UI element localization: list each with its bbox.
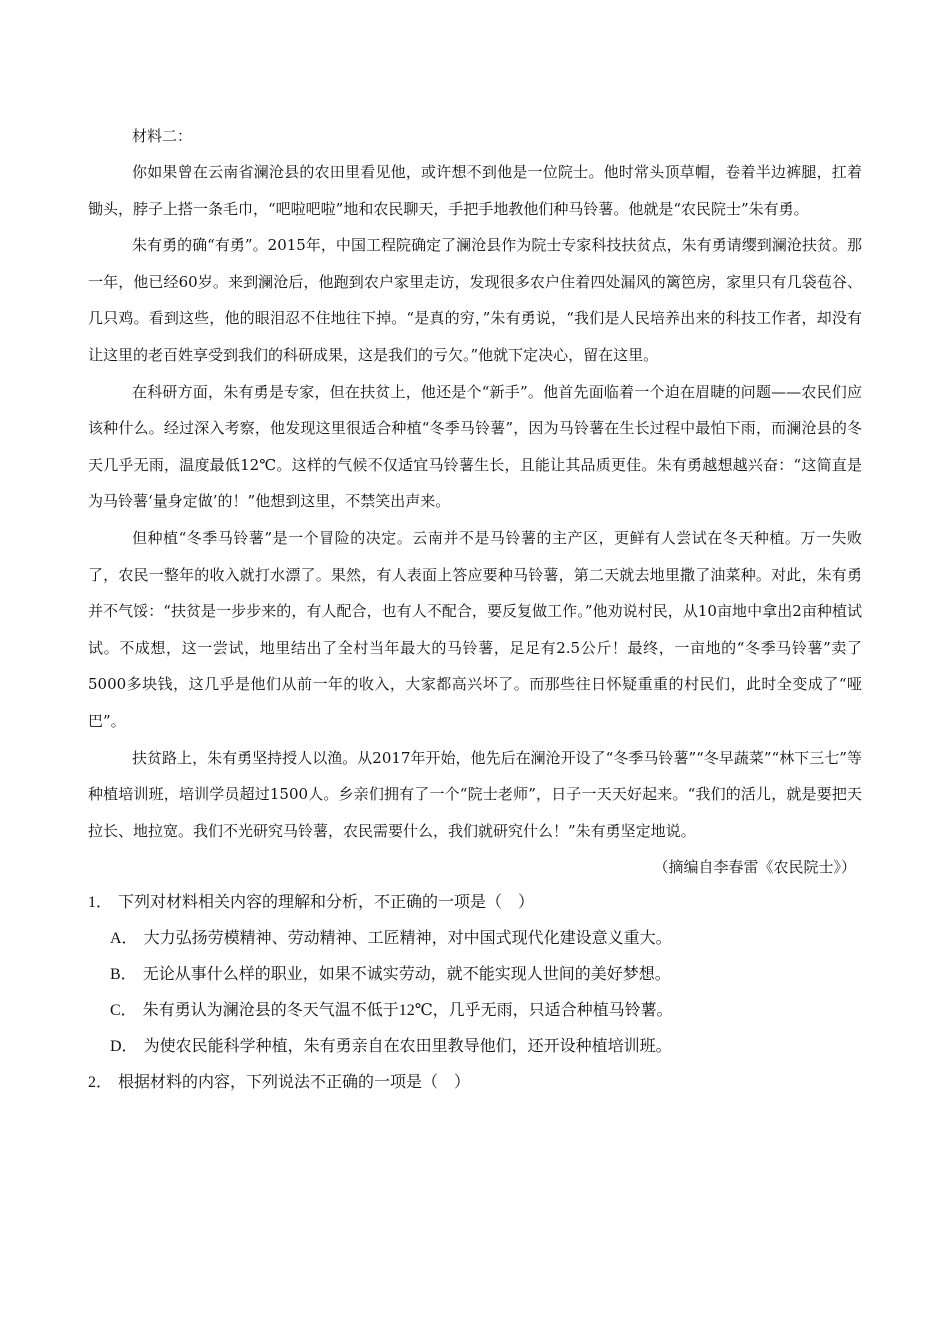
question-text: 根据材料的内容，下列说法不正确的一项是（ ） [118, 1074, 471, 1092]
material-label: 材料二： [132, 127, 193, 145]
option-text: 无论从事什么样的职业，如果不诚实劳动，就不能实现人世间的美好梦想。 [142, 966, 671, 984]
question-number: 1． [88, 894, 113, 912]
option-b [88, 957, 862, 993]
paragraph-4: 但种植“冬季马铃薯”是一个冒险的决定。云南并不是马铃薯的主产区，更鲜有人尝试在冬天种植。万一失败了，农民一整年的收入就打水漂了。果然，有人表面上答应要种马铃薯，第二天就去地里撒了油菜种。对此，朱有勇并不气馁：“扶贫是一步步来的，有人配合，也有人不配合，要反复做工作。”他劝说村民，从10亩地中拿出2亩种植试试。不成想，这一尝试，地里结出了全村当年最大的马铃薯，足足有2.5公斤！最终，一亩地的“冬季马铃薯”卖了5000多块钱，这几乎是他们从前一年的收入，大家都高兴坏了。而那些往日怀疑重重的村民们，此时全变成了“哑巴”。 [88, 528, 862, 730]
option-key: A． [110, 930, 138, 948]
paragraph-5: 扶贫路上，朱有勇坚持授人以渔。从2017年开始，他先后在澜沧开设了“冬季马铃薯”“冬早蔬菜”“林下三七”等种植培训班，培训学员超过1500人。乡亲们拥有了一个“院士老师”，日子一天天好起来。“我们的活儿，就是要把天拉长、地拉宽。我们不光研究马铃薯，农民需要什么，我们就研究什么！”朱有勇坚定地说。 [88, 748, 862, 840]
source-citation: （摘编自李春雷《农民院士》） [653, 858, 856, 877]
option-c [88, 993, 862, 1029]
option-text: 朱有勇认为澜沧县的冬天气温不低于12℃，几乎无雨，只适合种植马铃薯。 [142, 1002, 673, 1020]
paragraph-3: 在科研方面，朱有勇是专家，但在扶贫上，他还是个“新手”。他首先面临着一个迫在眉睫的问题——农民们应该种什么。经过深入考察，他发现这里很适合种植“冬季马铃薯”，因为马铃薯在生长过程中最怕下雨，而澜沧县的冬天几乎无雨，温度最低12℃。这样的气候不仅适宜马铃薯生长，且能让其品质更佳。朱有勇越想越兴奋：“这简直是为马铃薯‘量身定做’的！”他想到这里，不禁笑出声来。 [88, 382, 862, 511]
question-number: 2． [88, 1074, 113, 1092]
option-key: D． [110, 1038, 138, 1056]
option-a [88, 921, 862, 957]
option-key: B． [110, 966, 137, 984]
paragraph-2: 朱有勇的确“有勇”。2015年，中国工程院确定了澜沧县作为院士专家科技扶贫点，朱有勇请缨到澜沧扶贫。那一年，他已经60岁。来到澜沧后，他跑到农户家里走访，发现很多农户住着四处漏风的篱笆房，家里只有几袋苞谷、几只鸡。看到这些，他的眼泪忍不住地往下掉。“是真的穷，”朱有勇说，“我们是人民培养出来的科技工作者，却没有让这里的老百姓享受到我们的科研成果，这是我们的亏欠。”他就下定决心，留在这里。 [88, 236, 862, 364]
option-d [88, 1029, 862, 1065]
paragraph-1: 你如果曾在云南省澜沧县的农田里看见他，或许想不到他是一位院士。他时常头顶草帽，卷着半边裤腿，扛着锄头，脖子上搭一条毛巾，“吧啦吧啦”地和农民聊天，手把手地教他们种马铃薯。他就是“农民院士”朱有勇。 [88, 163, 862, 218]
option-key: C． [110, 1002, 137, 1020]
document-body [88, 118, 862, 1101]
question-text: 下列对材料相关内容的理解和分析，不正确的一项是（ ） [118, 894, 535, 912]
option-text: 大力弘扬劳模精神、劳动精神、工匠精神，对中国式现代化建设意义重大。 [143, 930, 672, 948]
question-2 [88, 1065, 862, 1101]
option-text: 为使农民能科学种植，朱有勇亲自在农田里教导他们，还开设种植培训班。 [143, 1038, 672, 1056]
question-1 [88, 885, 862, 921]
